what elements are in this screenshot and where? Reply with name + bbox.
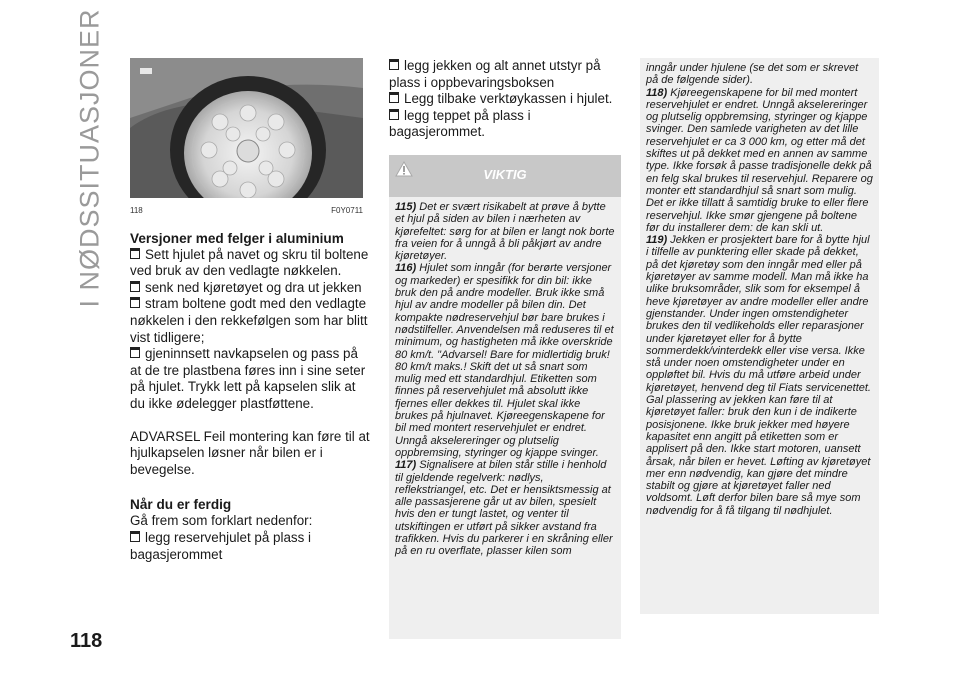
note: 115) Det er svært risikabelt at prøve å bytte et hjul på siden av bilen i nærheten av kjørefeltet: sørg for at bilen er langt nok borte fra veien for å unngå å bli påkjørt av andre kjøretøyer. xyxy=(395,200,615,263)
heading-done: Når du er ferdig xyxy=(130,497,232,513)
note-lead: inngår under hjulene (se det som er skrevet på de følgende sider). xyxy=(646,62,859,87)
note: 118) Kjøreegenskapene for bil med montert reservehjulet er endret. Unngå akselereringer og plutselig oppbremsing, styringer og kjappe svinger. Den samlede varigheten av det lille reservehjulet er ca 3 000 km, og etter må det skiftes ut på dekket med en annen av samme type. Ikke forsøk å passe tradisjonelle dekk på en felg skal brukes til reservehjul. Reparere og monter ett standardhjul så snart som mulig. Det er ikke tillatt å samtidig bruke to eller flere reservehjul. Ikke smør gjengene på boltene før du installerer dem: de kan skli ut. xyxy=(646,86,873,234)
step: legg jekken og alt annet utstyr på plass i oppbevaringsboksen xyxy=(389,58,601,90)
intro-text: Gå frem som forklart nedenfor: xyxy=(130,513,313,529)
step: gjeninnsett navkapselen og pass på at de tre plastbena føres inn i sine seter på hjulet. Trykk lett på kapselen slik at du ikke ødelegger plastføttene. xyxy=(130,346,366,411)
step: stram boltene godt med den vedlagte nøkkelen i den rekkefølgen som har blitt vist tidligere; xyxy=(130,296,368,345)
wheel-figure xyxy=(130,58,363,198)
step: senk ned kjøretøyet og dra ut jekken xyxy=(130,280,370,297)
step-bullet-icon xyxy=(130,248,140,259)
figure-caption xyxy=(130,202,363,220)
step-bullet-icon xyxy=(130,297,140,308)
step-bullet-icon xyxy=(130,281,140,292)
step-bullet-icon xyxy=(130,347,140,358)
step-bullet-icon xyxy=(130,531,140,542)
note: 117) Signalisere at bilen står stille i henhold til gjeldende regelverk: nødlys, reflekstriangel, etc. Det er hensiktsmessig at alle passasjerene går ut av bilen, spesielt hvis den er tungt lastet, og venter til utskiftingen er utført på sikker avstand fra trafikken. Hvis du parkerer i en skråning eller på en ru overflate, plasser kilen som xyxy=(395,459,613,558)
figure-number: 118 xyxy=(130,206,143,215)
note: 116) Hjulet som inngår (for berørte versjoner og markeder) er spesifikk for din bil: ikke bruk den på andre modeller. Bruk ikke små hjul av andre modeller på bilen din. Det kompakte nødreservehjul bør bare brukes i nødstilfeller. Anvendelsen må reduseres til et minimum, og hastigheten må ikke overskride 80 km/t. "Advarsel! Bare for midlertidig bruk! 80 km/t maks.! Skift det ut så snart som mulig med ett standardhjul. Etiketten som finnes på reservehjulet må absolutt ikke fjernes eller dekkes til. Hjulet skal ikke brukes på hjulnavet. Kjøreegenskapene for bil med montert reservehjulet er endret. Unngå akselereringer og plutselig oppbremsing, styringer og kjappe svinger. xyxy=(395,262,614,459)
step-bullet-icon xyxy=(389,59,399,70)
step: legg reservehjulet på plass i bagasjerommet xyxy=(130,529,311,562)
warning-text: ADVARSEL Feil montering kan føre til at hjulkapselen løsner når bilen er i bevegelse. xyxy=(130,428,370,477)
important-label: VIKTIG xyxy=(483,166,527,182)
important-continued xyxy=(640,58,879,614)
section-title: I NØDSSITUASJONER xyxy=(74,7,105,308)
important-notes-continued xyxy=(640,58,879,614)
step-bullet-icon xyxy=(389,109,399,120)
important-notes xyxy=(389,197,621,639)
step-bullet-icon xyxy=(389,92,399,103)
step: Sett hjulet på navet og skru til boltene ved bruk av den vedlagte nøkkelen. xyxy=(130,246,369,279)
column-1 xyxy=(130,58,370,563)
wheel-illustration xyxy=(130,58,363,198)
page-number: 118 xyxy=(70,630,103,652)
step: Legg tilbake verktøykassen i hjulet. xyxy=(389,91,623,108)
heading-aluminium: Versjoner med felger i aluminium xyxy=(130,230,344,246)
important-box xyxy=(389,155,621,639)
step: legg teppet på plass i bagasjerommet. xyxy=(389,107,531,140)
note: 119) Jekken er prosjektert bare for å bytte hjul i tilfelle av punktering eller skade på dekket, på det kjøretøy som den inngår med eller på kjøretøyer av samme modell. Man må ikke ha ulike bruksområder, slik som for eksempel å heve kjøretøyer av andre modeller eller andre gjenstander. Under ingen omstendigheter brukes den til vedlikeholds eller reparasjoner under kjøretøyet eller for å bytte sommerdekk/vinterdekk eller vise versa. Ikke stå under noen omstendigheter under en oppløftet bil. Hvis du må utføre arbeid under kjøretøyet, henvend deg til Fiats servicenettet. Gal plassering av jekken kan føre til at kjøretøyet faller: bruk den kun i de indikerte posisjonene. Ikke bruk jekker med høyere kapasitet enn angitt på etiketten som er applisert på den. Ikke start motoren, uansett årsak, når bilen er hevet. Løfting av kjøretøyet mer enn nødvendig, kan gjøre det mindre stabilt og gjøre at kjøretøyet faller ned voldsomt. Løft derfor bilen bare så mye som nødvendig for å få tilgang til nødhjulet. xyxy=(646,234,871,517)
column-3 xyxy=(640,58,880,614)
column-2 xyxy=(389,58,623,639)
important-header xyxy=(389,155,621,197)
figure-code: F0Y0711 xyxy=(331,206,363,215)
